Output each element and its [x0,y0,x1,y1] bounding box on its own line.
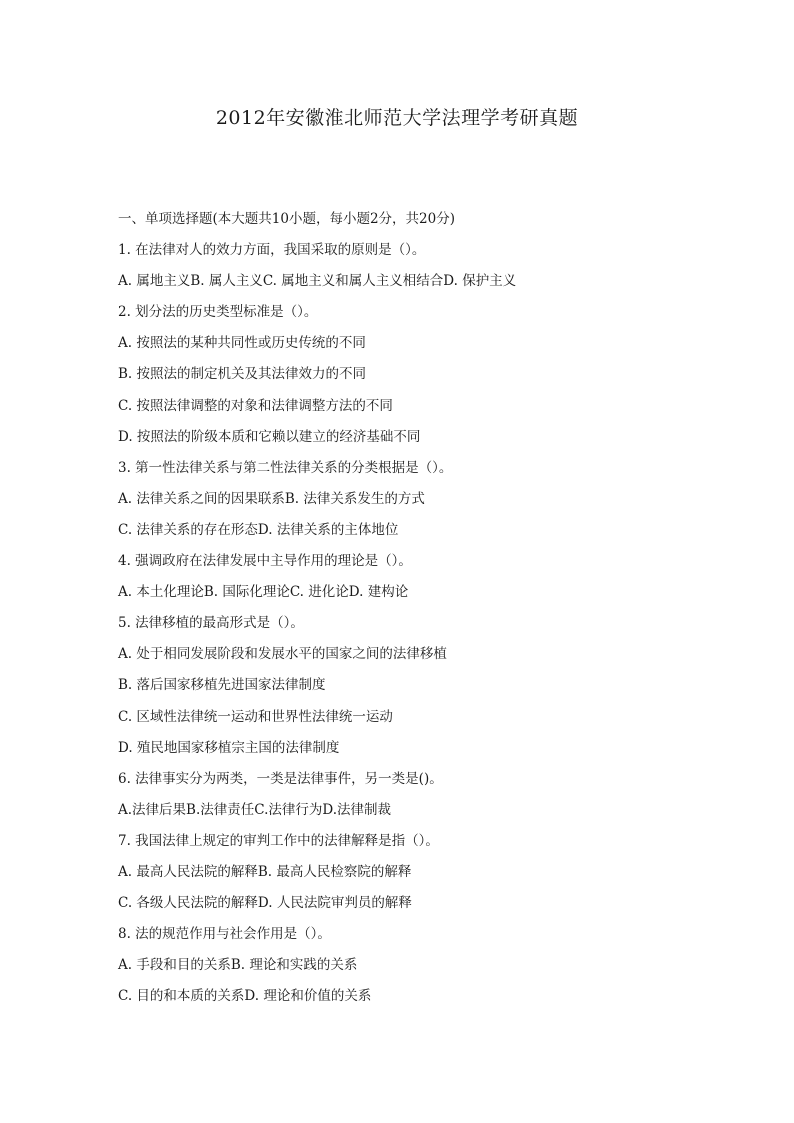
question-1: 1. 在法律对人的效力方面，我国采取的原则是（）。 [118,242,426,259]
question-2-option-b: B. 按照法的制定机关及其法律效力的不同 [118,366,367,383]
question-8-options-ab: A. 手段和目的关系B. 理论和实践的关系 [118,957,358,974]
question-3: 3. 第一性法律关系与第二性法律关系的分类根据是（）。 [118,459,453,476]
question-8-options-cd: C. 目的和本质的关系D. 理论和价值的关系 [118,988,372,1005]
question-2-option-c: C. 按照法律调整的对象和法律调整方法的不同 [118,397,393,414]
document-title: 2012年安徽淮北师范大学法理学考研真题 [215,107,579,129]
question-5-option-c: C. 区域性法律统一运动和世界性法律统一运动 [118,708,393,725]
question-4: 4. 强调政府在法律发展中主导作用的理论是（）。 [118,553,412,570]
question-3-options-ab: A. 法律关系之间的因果联系B. 法律关系发生的方式 [118,490,425,507]
question-6: 6. 法律事实分为两类，一类是法律事件，另一类是()。 [118,770,443,787]
section-heading: 一、单项选择题(本大题共10小题，每小题2分，共20分) [118,211,455,227]
question-2-option-a: A. 按照法的某种共同性或历史传统的不同 [118,335,366,352]
document-body [118,204,678,1012]
question-2: 2. 划分法的历史类型标准是（）。 [118,304,318,321]
question-5-option-d: D. 殖民地国家移植宗主国的法律制度 [118,739,340,756]
question-3-options-cd: C. 法律关系的存在形态D. 法律关系的主体地位 [118,521,399,538]
question-7-options-ab: A. 最高人民法院的解释B. 最高人民检察院的解释 [118,863,412,880]
question-4-options: A. 本土化理论B. 国际化理论C. 进化论D. 建构论 [118,584,409,601]
question-7: 7. 我国法律上规定的审判工作中的法律解释是指（）。 [118,832,439,849]
question-5-option-b: B. 落后国家移植先进国家法律制度 [118,677,326,694]
question-6-options: A.法律后果B.法律责任C.法律行为D.法律制裁 [118,801,392,818]
question-5: 5. 法律移植的最高形式是（）。 [118,615,304,632]
question-8: 8. 法的规范作用与社会作用是（）。 [118,926,331,943]
question-7-options-cd: C. 各级人民法院的解释D. 人民法院审判员的解释 [118,895,412,912]
question-1-options: A. 属地主义B. 属人主义C. 属地主义和属人主义相结合D. 保护主义 [118,273,517,290]
question-5-option-a: A. 处于相同发展阶段和发展水平的国家之间的法律移植 [118,646,447,663]
question-2-option-d: D. 按照法的阶级本质和它赖以建立的经济基础不同 [118,428,421,445]
